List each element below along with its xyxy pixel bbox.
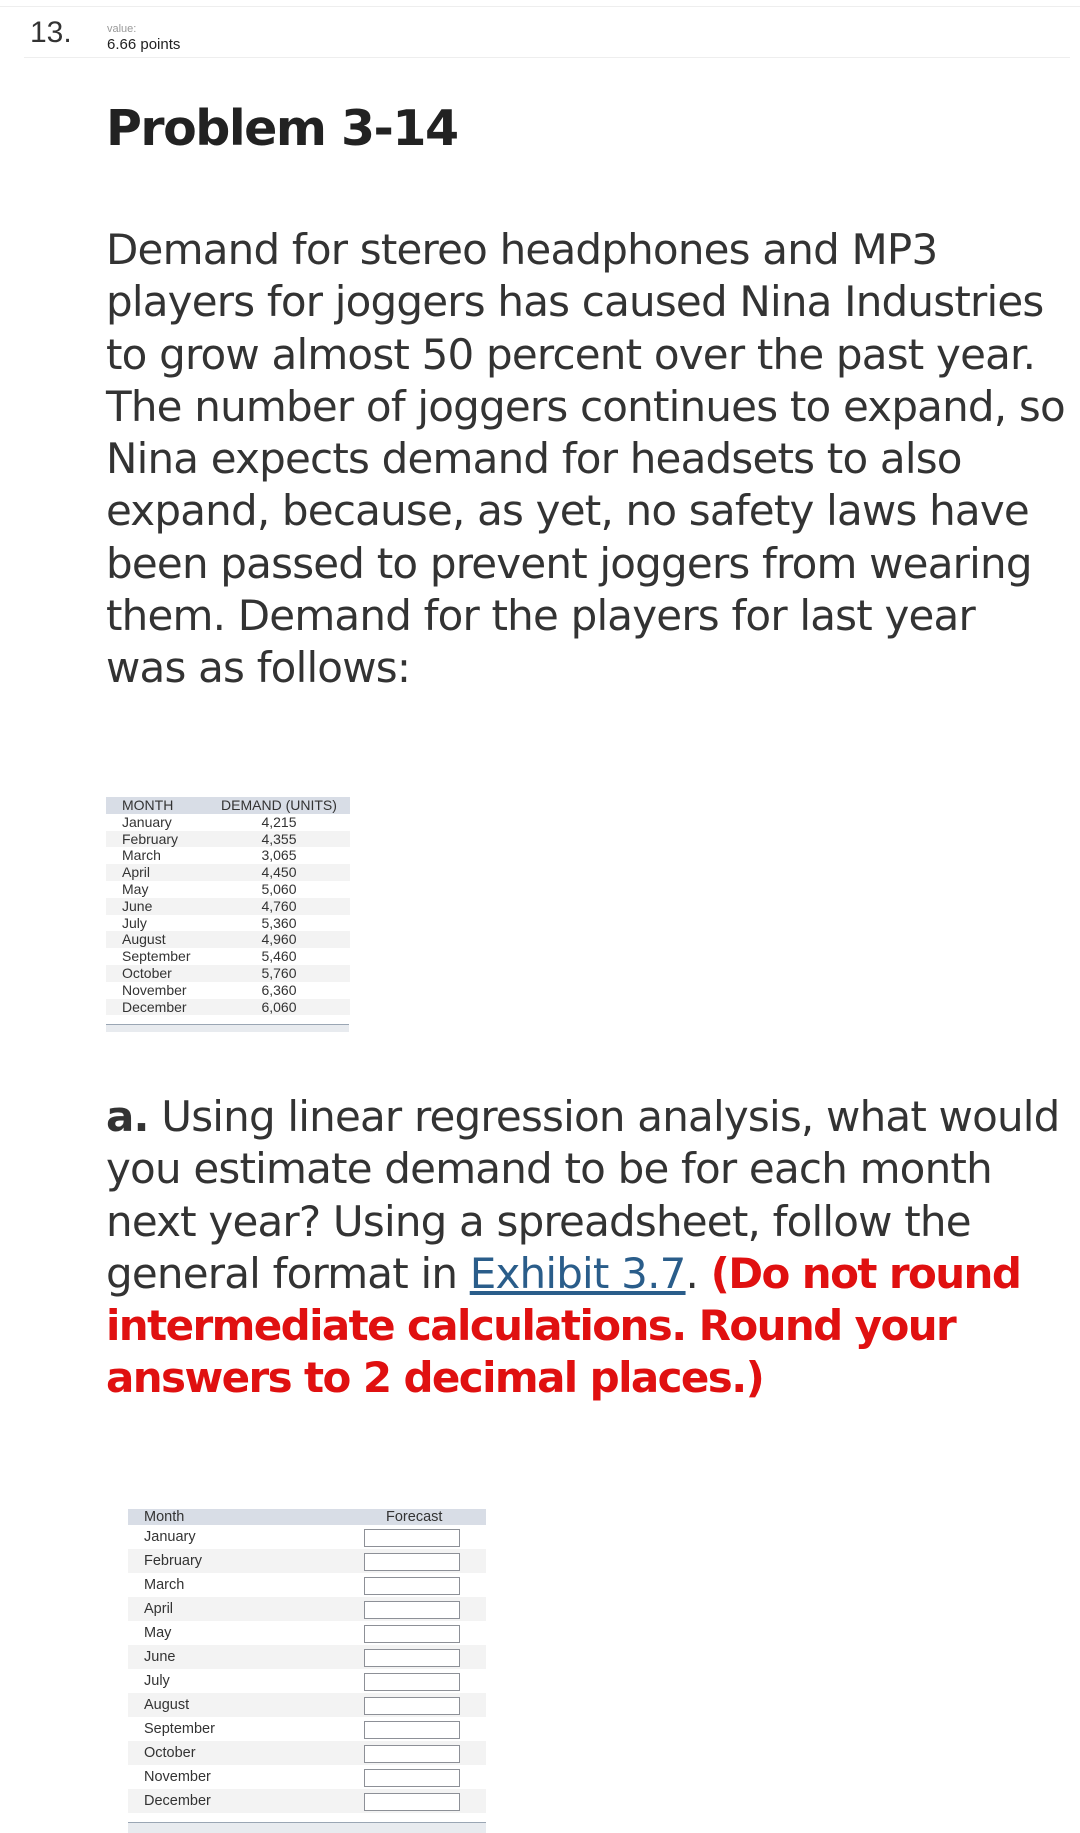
forecast-input-cell bbox=[360, 1525, 486, 1549]
forecast-input-cell bbox=[360, 1741, 486, 1765]
forecast-input-cell bbox=[360, 1597, 486, 1621]
demand-row bbox=[106, 948, 350, 965]
forecast-table-header bbox=[128, 1509, 486, 1525]
forecast-month-cell: June bbox=[144, 1649, 176, 1665]
forecast-row bbox=[128, 1693, 486, 1717]
problem-description: Demand for stereo headphones and MP3 players for joggers has caused Nina Industries to grow almost 50 percent over the past year. The number of joggers continues to expand, so Nina expects demand for headsets to also expand, because, as yet, no safety laws have been passed to prevent joggers from wearing them. Demand for the players for last year was as follows: bbox=[106, 225, 1065, 693]
demand-row bbox=[106, 847, 350, 864]
demand-month-cell: May bbox=[122, 880, 149, 897]
forecast-input-cell bbox=[360, 1645, 486, 1669]
demand-col-month: MONTH bbox=[122, 797, 174, 813]
demand-row bbox=[106, 915, 350, 932]
forecast-row bbox=[128, 1621, 486, 1645]
forecast-month-cell: September bbox=[144, 1721, 215, 1737]
demand-month-cell: March bbox=[122, 847, 161, 864]
forecast-input[interactable] bbox=[364, 1529, 460, 1547]
demand-month-cell: June bbox=[122, 897, 153, 914]
forecast-month-cell: December bbox=[144, 1793, 211, 1809]
forecast-input-cell bbox=[360, 1789, 486, 1813]
demand-row bbox=[106, 814, 350, 831]
question-a bbox=[106, 1091, 1071, 1405]
demand-row bbox=[106, 881, 350, 898]
forecast-month-cell: November bbox=[144, 1769, 211, 1785]
forecast-col-month: Month bbox=[144, 1509, 185, 1525]
demand-row bbox=[106, 982, 350, 999]
forecast-month-cell: January bbox=[144, 1529, 196, 1545]
demand-month-cell: April bbox=[122, 864, 151, 881]
demand-row bbox=[106, 931, 350, 948]
points-value: 6.66 points bbox=[107, 36, 181, 53]
forecast-month-cell: May bbox=[144, 1625, 172, 1641]
forecast-row bbox=[128, 1525, 486, 1549]
demand-table bbox=[106, 797, 350, 1015]
forecast-col-forecast: Forecast bbox=[386, 1509, 443, 1525]
demand-row bbox=[106, 965, 350, 982]
demand-row bbox=[106, 831, 350, 848]
forecast-month-cell: October bbox=[144, 1745, 196, 1761]
question-period: . bbox=[685, 1248, 699, 1298]
header-divider bbox=[24, 57, 1070, 58]
demand-units-cell: 6,060 bbox=[261, 998, 297, 1015]
forecast-input-cell bbox=[360, 1693, 486, 1717]
forecast-input[interactable] bbox=[364, 1697, 460, 1715]
forecast-month-cell: July bbox=[144, 1673, 170, 1689]
demand-month-cell: September bbox=[122, 948, 191, 965]
demand-units-cell: 5,360 bbox=[261, 914, 297, 931]
forecast-row bbox=[128, 1741, 486, 1765]
demand-month-cell: July bbox=[122, 914, 147, 931]
forecast-input[interactable] bbox=[364, 1745, 460, 1763]
forecast-row bbox=[128, 1717, 486, 1741]
question-text: Using linear regression analysis, what would you estimate demand to be for each month next year? Using a spreadsheet, follow the general format in bbox=[106, 1092, 1060, 1298]
top-divider bbox=[0, 6, 1080, 7]
forecast-input-cell bbox=[360, 1717, 486, 1741]
demand-units-cell: 4,960 bbox=[261, 931, 297, 948]
forecast-input-cell bbox=[360, 1621, 486, 1645]
forecast-table bbox=[128, 1509, 486, 1813]
demand-units-cell: 4,760 bbox=[261, 897, 297, 914]
demand-units-cell: 6,360 bbox=[261, 981, 297, 998]
forecast-row bbox=[128, 1765, 486, 1789]
forecast-month-cell: February bbox=[144, 1553, 203, 1569]
demand-units-cell: 4,355 bbox=[261, 830, 297, 847]
demand-month-cell: December bbox=[122, 998, 187, 1015]
demand-month-cell: August bbox=[122, 931, 166, 948]
question-label: a. bbox=[106, 1092, 149, 1141]
forecast-input[interactable] bbox=[364, 1793, 460, 1811]
forecast-table-footer bbox=[128, 1822, 486, 1833]
demand-units-cell: 4,215 bbox=[261, 813, 297, 830]
exhibit-link[interactable]: Exhibit 3.7 bbox=[469, 1248, 686, 1298]
demand-units-cell: 5,760 bbox=[261, 964, 297, 981]
forecast-month-cell: August bbox=[144, 1697, 190, 1713]
forecast-input[interactable] bbox=[364, 1769, 460, 1787]
forecast-row bbox=[128, 1645, 486, 1669]
demand-units-cell: 5,060 bbox=[261, 880, 297, 897]
demand-row bbox=[106, 999, 350, 1016]
forecast-row bbox=[128, 1669, 486, 1693]
problem-title: Problem 3-14 bbox=[106, 100, 458, 157]
demand-month-cell: January bbox=[122, 813, 172, 830]
rounding-instruction: (Do not round intermediate calculations. Round your answers to 2 decimal places.) bbox=[106, 1248, 1021, 1403]
forecast-input[interactable] bbox=[364, 1553, 460, 1571]
forecast-input[interactable] bbox=[364, 1673, 460, 1691]
forecast-row bbox=[128, 1573, 486, 1597]
demand-units-cell: 5,460 bbox=[261, 948, 297, 965]
forecast-input-cell bbox=[360, 1765, 486, 1789]
forecast-input-cell bbox=[360, 1549, 486, 1573]
forecast-row bbox=[128, 1549, 486, 1573]
forecast-input-cell bbox=[360, 1573, 486, 1597]
forecast-input[interactable] bbox=[364, 1577, 460, 1595]
value-label: value: bbox=[107, 23, 137, 35]
demand-col-units: DEMAND (UNITS) bbox=[221, 797, 337, 813]
demand-month-cell: November bbox=[122, 981, 187, 998]
forecast-month-cell: March bbox=[144, 1577, 185, 1593]
forecast-month-cell: April bbox=[144, 1601, 174, 1617]
forecast-row bbox=[128, 1789, 486, 1813]
demand-units-cell: 3,065 bbox=[261, 847, 297, 864]
demand-month-cell: February bbox=[122, 830, 179, 847]
demand-units-cell: 4,450 bbox=[261, 864, 297, 881]
question-number: 13. bbox=[30, 16, 72, 49]
forecast-input[interactable] bbox=[364, 1721, 460, 1739]
demand-table-footer bbox=[106, 1024, 349, 1032]
demand-row bbox=[106, 864, 350, 881]
forecast-input[interactable] bbox=[364, 1625, 460, 1643]
demand-row bbox=[106, 898, 350, 915]
demand-month-cell: October bbox=[122, 964, 172, 981]
demand-table-header bbox=[106, 797, 350, 814]
forecast-input[interactable] bbox=[364, 1649, 460, 1667]
forecast-row bbox=[128, 1597, 486, 1621]
forecast-input[interactable] bbox=[364, 1601, 460, 1619]
forecast-input-cell bbox=[360, 1669, 486, 1693]
